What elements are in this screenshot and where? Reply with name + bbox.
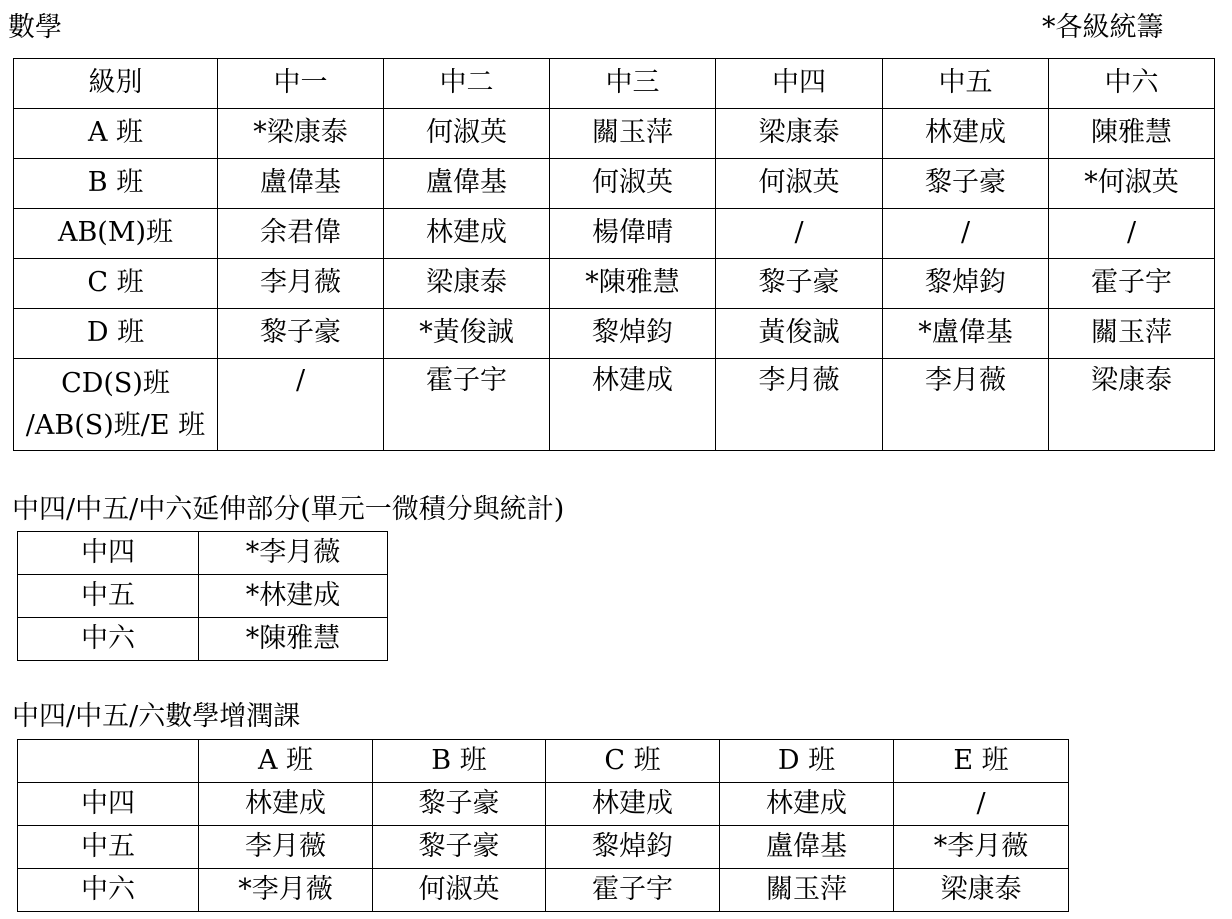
header-cell: B 班 xyxy=(373,740,546,783)
table-row xyxy=(14,309,1215,359)
table-row xyxy=(18,618,388,661)
table-cell: 何淑英 xyxy=(716,159,883,209)
header-cell: 中五 xyxy=(883,59,1049,109)
table-cell: *李月薇 xyxy=(199,532,388,575)
table-row xyxy=(18,575,388,618)
table-cell: 霍子宇 xyxy=(546,869,720,912)
table-cell: *林建成 xyxy=(199,575,388,618)
table-header-row xyxy=(18,740,1069,783)
table-cell: 黎子豪 xyxy=(218,309,384,359)
header-cell: 中三 xyxy=(550,59,716,109)
table-row xyxy=(14,159,1215,209)
table-cell: *黃俊誠 xyxy=(384,309,550,359)
table-cell: 梁康泰 xyxy=(1049,359,1215,451)
table-cell: 李月薇 xyxy=(218,259,384,309)
table-cell: 霍子宇 xyxy=(1049,259,1215,309)
table-cell: 李月薇 xyxy=(883,359,1049,451)
header-cell: 中六 xyxy=(1049,59,1215,109)
header-cell: 中二 xyxy=(384,59,550,109)
table-cell: 林建成 xyxy=(384,209,550,259)
class-label: AB(M)班 xyxy=(14,209,218,259)
class-label-line: /AB(S)班/E 班 xyxy=(25,409,206,441)
table-cell: 陳雅慧 xyxy=(1049,109,1215,159)
table-cell: 楊偉晴 xyxy=(550,209,716,259)
class-label: D 班 xyxy=(14,309,218,359)
table-cell: / xyxy=(883,209,1049,259)
table-cell: 林建成 xyxy=(720,783,894,826)
table-cell: 黎子豪 xyxy=(883,159,1049,209)
table-row xyxy=(18,783,1069,826)
table-cell: 黎焯鈞 xyxy=(550,309,716,359)
form-label: 中五 xyxy=(18,826,199,869)
table-cell: 林建成 xyxy=(546,783,720,826)
table-cell: 霍子宇 xyxy=(384,359,550,451)
table-row xyxy=(14,259,1215,309)
header-cell xyxy=(18,740,199,783)
table-cell: 黎焯鈞 xyxy=(546,826,720,869)
table-cell: *陳雅慧 xyxy=(199,618,388,661)
table-cell: 盧偉基 xyxy=(384,159,550,209)
table-cell: 林建成 xyxy=(199,783,373,826)
table-cell: *盧偉基 xyxy=(883,309,1049,359)
form-label: 中四 xyxy=(18,783,199,826)
form-label: 中五 xyxy=(18,575,199,618)
table-row xyxy=(14,209,1215,259)
table-row xyxy=(18,869,1069,912)
table-cell: 何淑英 xyxy=(550,159,716,209)
form-label: 中四 xyxy=(18,532,199,575)
header-cell: 中四 xyxy=(716,59,883,109)
table-cell: / xyxy=(1049,209,1215,259)
header-cell: 級別 xyxy=(14,59,218,109)
table-cell: *陳雅慧 xyxy=(550,259,716,309)
extension-title: 中四/中五/中六延伸部分(單元一微積分與統計) xyxy=(12,494,565,525)
header-cell: C 班 xyxy=(546,740,720,783)
table-cell: 林建成 xyxy=(883,109,1049,159)
table-row xyxy=(14,109,1215,159)
table-cell: *李月薇 xyxy=(199,869,373,912)
table-cell: 盧偉基 xyxy=(218,159,384,209)
table-cell: 黎子豪 xyxy=(716,259,883,309)
table-cell: 黎子豪 xyxy=(373,783,546,826)
table-cell: 關玉萍 xyxy=(550,109,716,159)
table-cell: 李月薇 xyxy=(199,826,373,869)
table-cell: 何淑英 xyxy=(384,109,550,159)
table-cell: 盧偉基 xyxy=(720,826,894,869)
table-cell: 黃俊誠 xyxy=(716,309,883,359)
table-cell: *梁康泰 xyxy=(218,109,384,159)
table-cell: 梁康泰 xyxy=(716,109,883,159)
header-cell: D 班 xyxy=(720,740,894,783)
table-row xyxy=(14,359,1215,451)
table-row xyxy=(18,826,1069,869)
class-label: B 班 xyxy=(14,159,218,209)
class-label: A 班 xyxy=(14,109,218,159)
table-cell: 梁康泰 xyxy=(894,869,1069,912)
enrichment-table xyxy=(17,739,1069,912)
header-cell: A 班 xyxy=(199,740,373,783)
form-label: 中六 xyxy=(18,869,199,912)
class-label xyxy=(14,359,218,451)
table-cell: *李月薇 xyxy=(894,826,1069,869)
header-cell: E 班 xyxy=(894,740,1069,783)
table-cell: 李月薇 xyxy=(716,359,883,451)
table-cell: 關玉萍 xyxy=(720,869,894,912)
class-teacher-table xyxy=(13,58,1215,451)
table-cell: 黎焯鈞 xyxy=(883,259,1049,309)
table-cell: / xyxy=(716,209,883,259)
table-cell: *何淑英 xyxy=(1049,159,1215,209)
enrichment-title: 中四/中五/六數學增潤課 xyxy=(12,701,301,732)
table-header-row xyxy=(14,59,1215,109)
subject-title: 數學 xyxy=(8,12,62,43)
table-cell: 關玉萍 xyxy=(1049,309,1215,359)
class-label-line: CD(S)班 xyxy=(61,368,170,399)
extension-table xyxy=(17,531,388,661)
table-cell: / xyxy=(894,783,1069,826)
class-label: C 班 xyxy=(14,259,218,309)
table-cell: 林建成 xyxy=(550,359,716,451)
table-cell: 何淑英 xyxy=(373,869,546,912)
table-row xyxy=(18,532,388,575)
table-cell: 黎子豪 xyxy=(373,826,546,869)
form-label: 中六 xyxy=(18,618,199,661)
table-cell: 余君偉 xyxy=(218,209,384,259)
header-cell: 中一 xyxy=(218,59,384,109)
coordinator-note: *各級統籌 xyxy=(1042,12,1164,43)
table-cell: 梁康泰 xyxy=(384,259,550,309)
table-cell: / xyxy=(218,359,384,451)
